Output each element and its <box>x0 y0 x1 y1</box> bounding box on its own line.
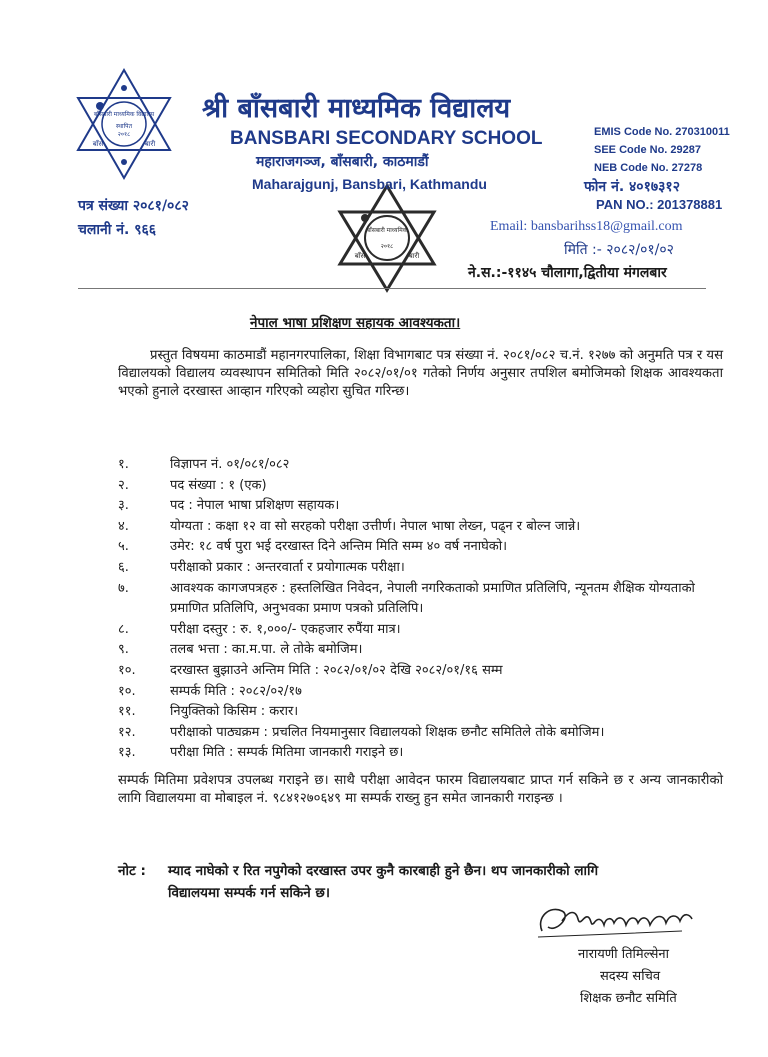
note-line-2: विद्यालयमा सम्पर्क गर्न सकिने छ। <box>168 885 330 901</box>
logo-text-left: बाँस <box>92 140 104 148</box>
requirement-number: १०. <box>118 662 136 678</box>
nepal-sambat-date: ने.स.:-११४५ चौलागा,द्वितीया मंगलबार <box>468 265 667 281</box>
requirement-number: ५. <box>118 539 129 555</box>
notice-intro-paragraph: प्रस्तुत विषयमा काठमाडौं महानगरपालिका, शिक्षा विभागबाट पत्र संख्या नं. २०८१/०८२ च.नं. १२७७ को अनुमति पत्र र यस विद्यालयको विद्यालय व्यवस्थापन समितिको मिति २०८२/०१/०१ गतेको निर्णय अनुसार तपशिल बमोजिमको शिक्षक आवश्यकता भएको हुनाले दरखास्त आव्हान गरिएको व्यहोरा सुचित गरिन्छ। <box>118 348 723 399</box>
requirement-text: परीक्षाको पाठ्यक्रम : प्रचलित नियमानुसार विद्यालयको शिक्षक छनौट समितिले तोके बमोजिम। <box>170 724 605 740</box>
requirement-text: परीक्षाको प्रकार : अन्तरवार्ता र प्रयोगात्मक परीक्षा। <box>170 559 405 575</box>
note-line-1: म्याद नाघेको र रित नपुगेको दरखास्त उपर कुनै कारबाही हुने छैन। थप जानकारीको लागि <box>168 863 599 879</box>
requirement-number: ३. <box>118 498 129 514</box>
signatory-post: सदस्य सचिव <box>600 969 661 984</box>
reference-number: पत्र संख्या २०८१/०८२ <box>78 198 189 214</box>
requirement-item <box>118 743 723 764</box>
requirement-number: ४. <box>118 518 129 534</box>
requirement-item <box>118 682 723 703</box>
requirement-text: सम्पर्क मिति : २०८२/०२/१७ <box>170 683 302 699</box>
requirement-number: ९. <box>118 642 129 658</box>
address-english: Maharajgunj, Bansbari, Kathmandu <box>252 176 487 192</box>
requirement-text: पद : नेपाल भाषा प्रशिक्षण सहायक। <box>170 498 340 514</box>
requirement-text: परीक्षा मिति : सम्पर्क मितिमा जानकारी गराइने छ। <box>170 745 404 761</box>
stamp-text-right: बारी <box>408 252 420 260</box>
requirement-number: २. <box>118 477 129 493</box>
requirement-item <box>118 496 723 517</box>
school-logo <box>70 66 178 182</box>
requirement-text: नियुक्तिको किसिम : करार। <box>170 704 299 720</box>
pan-number: PAN NO.: 201378881 <box>596 197 723 212</box>
signatory-committee: शिक्षक छनौट समिति <box>580 991 677 1006</box>
note-label: नोट : <box>118 863 146 879</box>
requirement-item <box>118 620 723 641</box>
requirement-text: विज्ञापन नं. ०१/०८१/०८२ <box>170 457 290 472</box>
see-code: SEE Code No. 29287 <box>594 144 701 156</box>
requirement-text: योग्यता : कक्षा १२ वा सो सरहको परीक्षा उत्तीर्ण। नेपाल भाषा लेख्न, पढ्न र बोल्न जान्ने। <box>170 518 581 534</box>
school-name-nepali: श्री बाँसबारी माध्यमिक विद्यालय <box>202 93 511 124</box>
requirement-number: १०. <box>118 683 136 699</box>
requirement-number: ११. <box>118 704 136 720</box>
requirement-list <box>118 455 723 764</box>
logo-text-right: बारी <box>144 140 156 148</box>
requirement-number: १२. <box>118 724 136 740</box>
header-divider <box>78 288 706 289</box>
school-stamp <box>332 182 442 294</box>
email-address: Email: bansbarihss18@gmail.com <box>490 219 683 234</box>
requirement-item <box>118 455 723 476</box>
phone-number: फोन नं. ४०१७३१२ <box>584 179 680 195</box>
requirement-item <box>118 558 723 579</box>
logo-text-mid: स्थापित <box>116 123 132 130</box>
requirement-item <box>118 723 723 744</box>
requirement-item <box>118 517 723 538</box>
requirement-number: १. <box>118 457 129 472</box>
requirement-text: तलब भत्ता : का.म.पा. ले तोके बमोजिम। <box>170 642 363 658</box>
requirement-item <box>118 702 723 723</box>
stamp-text-year: २०१८ <box>380 243 394 250</box>
requirement-item <box>118 476 723 497</box>
requirement-number: १३. <box>118 745 136 761</box>
stamp-text-left: बाँस <box>354 252 366 260</box>
emis-code: EMIS Code No. 270310011 <box>594 126 730 138</box>
school-name-english: BANSBARI SECONDARY SCHOOL <box>230 128 543 149</box>
logo-text-year: २०१८ <box>117 131 131 138</box>
requirement-text: आवश्यक कागजपत्रहरु : हस्तलिखित निवेदन, नेपाली नगरिकताको प्रमाणित प्रतिलिपि, न्यूनतम शैक्षिक योग्यताको प्रमाणित प्रतिलिपि, अनुभवका प्रमाण पत्रको प्रतिलिपि। <box>170 580 695 617</box>
dispatch-number: चलानी नं. ९६६ <box>78 222 157 238</box>
contact-paragraph: सम्पर्क मितिमा प्रवेशपत्र उपलब्ध गराइने छ। साथै परीक्षा आवेदन फारम विद्यालयबाट प्राप्त गर्न सकिने छ र अन्य जानकारीको लागि विद्यालयमा वा मोबाइल नं. ९८४१२७०६४९ मा सम्पर्क राख्नु हुन समेत जानकारी गराइन्छ । <box>118 773 723 806</box>
requirement-number: ८. <box>118 621 129 637</box>
requirement-text: पद संख्या : १ (एक) <box>170 477 267 493</box>
requirement-item <box>118 537 723 558</box>
requirement-item <box>118 661 723 682</box>
stamp-text-top: बाँसबारी माध्यमिक <box>366 227 408 234</box>
signatory-name: नारायणी तिमिल्सेना <box>578 947 670 962</box>
notice-subject: नेपाल भाषा प्रशिक्षण सहायक आवश्यकता। <box>250 315 461 331</box>
neb-code: NEB Code No. 27278 <box>594 162 703 174</box>
address-nepali: महाराजगञ्ज, बाँसबारी, काठमाडौं <box>256 154 429 170</box>
requirement-number: ६. <box>118 559 129 575</box>
requirement-item <box>118 640 723 661</box>
letter-date: मिति :- २०८२/०१/०२ <box>564 242 674 258</box>
requirement-number: ७. <box>118 580 129 596</box>
requirement-text: दरखास्त बुझाउने अन्तिम मिति : २०८२/०१/०२ देखि २०८२/०१/१६ सम्म <box>170 662 503 678</box>
requirement-text: परीक्षा दस्तुर : रु. १,०००/- एकहजार रुपैंया मात्र। <box>170 621 401 637</box>
requirement-item <box>118 579 723 620</box>
handwritten-signature <box>532 897 702 947</box>
logo-text-top: बाँसबारी माध्यमिक विद्यालय <box>93 111 155 118</box>
requirement-text: उमेर: १८ वर्ष पुरा भई दरखास्त दिने अन्तिम मिति सम्म ४० वर्ष ननाघेको। <box>170 539 508 555</box>
